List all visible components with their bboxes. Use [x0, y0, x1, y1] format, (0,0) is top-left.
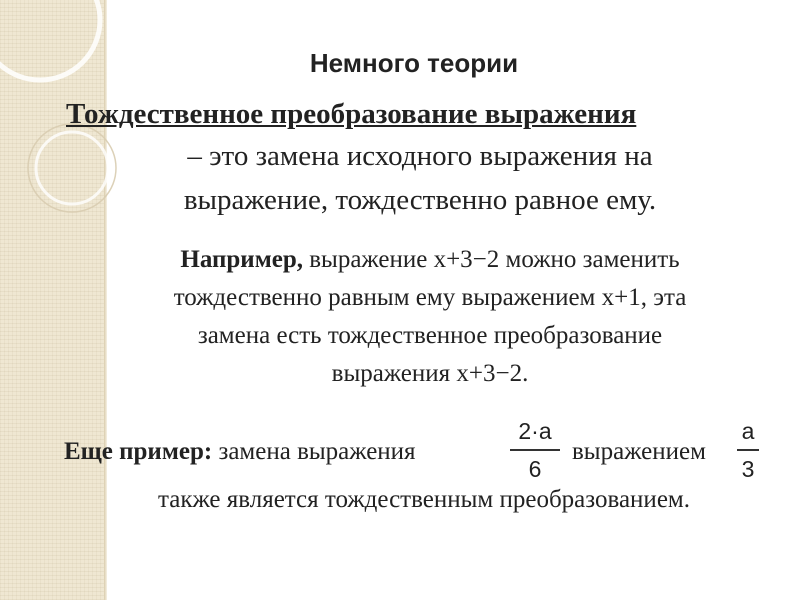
example2-line-2: также является тождественным преобразованием. [158, 486, 690, 513]
example1-line-1 [60, 246, 800, 274]
fraction2-denominator: 3 [741, 456, 755, 482]
example1-line-2: тождественно равным ему выражением x+1, эта [173, 284, 687, 311]
example1-lead: Например, [180, 246, 303, 273]
fraction-2a-over-6 [510, 418, 560, 482]
example1-line-3: замена есть тождественное преобразование [197, 322, 663, 349]
example1-line-4: выражения x+3−2. [331, 360, 529, 387]
fraction1-bar [510, 449, 560, 451]
example2-text-2: выражением [572, 438, 706, 465]
fraction1-numerator: 2·a [518, 418, 552, 444]
fraction2-bar [737, 449, 759, 451]
example2-lead: Еще пример: [64, 438, 213, 465]
example2-line-1 [64, 438, 416, 466]
fraction1-denominator: 6 [528, 456, 542, 482]
definition-line-1: – это замена исходного выражения на [187, 140, 653, 172]
fraction-a-over-3 [737, 418, 759, 482]
definition-line-2: выражение, тождественно равное ему. [183, 184, 657, 216]
example1-line-1-text: выражение x+3−2 можно заменить [302, 246, 680, 273]
slide-heading: Немного теории [309, 48, 519, 78]
definition-term: Тождественное преобразование выражения [66, 98, 637, 130]
example2-text: замена выражения [212, 438, 416, 465]
fraction2-numerator: a [741, 418, 755, 444]
